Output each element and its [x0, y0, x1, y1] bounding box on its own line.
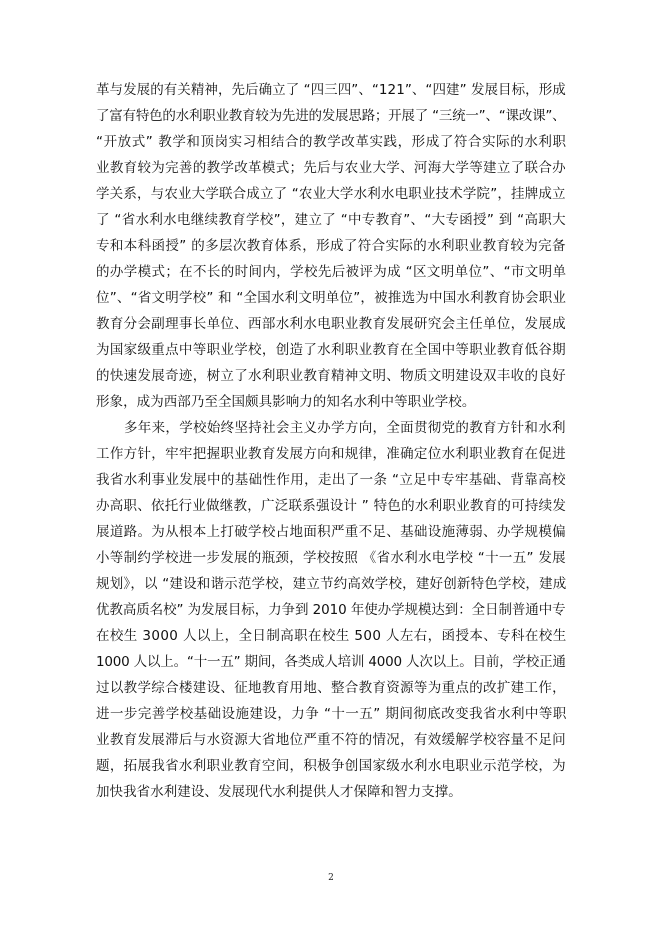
text-line: 位”、“省文明学校” 和 “全国水利文明单位”，被推选为中国水利教育协会职业: [96, 290, 567, 306]
text-line: 教育分会副理事长单位、西部水利水电职业教育发展研究会主任单位，发展成: [96, 316, 566, 332]
text-line: 办高职、依托行业做继教，广泛联系强设计 ” 特色的水利职业教育的可持续发: [96, 498, 567, 514]
text-line: 学关系，与农业大学联合成立了 “农业大学水利水电职业技术学院”，挂牌成立: [96, 186, 566, 202]
text-line: 革与发展的有关精神，先后确立了 “四三四”、“121”、“四建” 发展目标，形成: [96, 82, 566, 98]
paragraph-first-line: 多年来，学校始终坚持社会主义办学方向，全面贯彻党的教育方针和水利: [124, 420, 566, 436]
text-line: 过以教学综合楼建设、征地教育用地、整合教育资源等为重点的改扩建工作，: [96, 680, 566, 696]
text-line: 我省水利事业发展中的基础性作用，走出了一条 “立足中专牢基础、背靠高校: [96, 472, 566, 488]
text-line: 形象，成为西部乃至全国颇具影响力的知名水利中等职业学校。: [96, 394, 476, 410]
text-line: 小等制约学校进一步发展的瓶颈，学校按照 《省水利水电学校 “十一五” 发展: [96, 550, 566, 566]
text-line: 题，拓展我省水利职业教育空间，积极争创国家级水利水电职业示范学校，为: [96, 758, 566, 774]
text-line: 展道路。为从根本上打破学校占地面积严重不足、基础设施薄弱、办学规模偏: [96, 524, 566, 540]
text-line: 规划》，以 “建设和谐示范学校，建立节约高效学校，建好创新特色学校，建成: [96, 576, 567, 592]
text-line: 了 “省水利水电继续教育学校”，建立了 “中专教育”、“大专函授” 到 “高职大: [96, 212, 566, 228]
text-line: “开放式” 教学和顶岗实习相结合的教学改革实践，形成了符合实际的水利职: [96, 134, 567, 150]
text-line: 在校生 3000 人以上，全日制高职在校生 500 人左右，函授本、专科在校生: [96, 628, 567, 644]
text-line: 业教育发展滞后与水资源大省地位严重不符的情况，有效缓解学校容量不足问: [96, 732, 566, 748]
text-line: 加快我省水利建设、发展现代水利提供人才保障和智力支撑。: [96, 784, 462, 800]
text-line: 进一步完善学校基础设施建设，力争 “十一五” 期间彻底改变我省水利中等职: [96, 706, 567, 722]
text-line: 专和本科函授” 的多层次教育体系，形成了符合实际的水利职业教育较为完备: [96, 238, 566, 254]
text-line: 为国家级重点中等职业学校，创造了水利职业教育在全国中等职业教育低谷期: [96, 342, 566, 358]
text-line: 业教育较为完善的教学改革模式；先后与农业大学、河海大学等建立了联合办: [96, 160, 566, 176]
text-line: 了富有特色的水利职业教育较为先进的发展思路；开展了 “三统一”、“课改课”、: [96, 108, 566, 124]
text-line: 1000 人以上。“十一五” 期间，各类成人培训 4000 人次以上。目前，学校正通: [96, 654, 566, 670]
text-line: 的快速发展奇迹，树立了水利职业教育精神文明、物质文明建设双丰收的良好: [96, 368, 566, 384]
text-line: 优教高质名校” 为发展目标，力争到 2010 年使办学规模达到：全日制普通中专: [96, 602, 566, 618]
text-line: 的办学模式；在不长的时间内，学校先后被评为成 “区文明单位”、“市文明单: [96, 264, 567, 280]
page-number: 2: [328, 873, 334, 883]
text-line: 工作方针，牢牢把握职业教育发展方向和规律，准确定位水利职业教育在促进: [96, 446, 566, 462]
